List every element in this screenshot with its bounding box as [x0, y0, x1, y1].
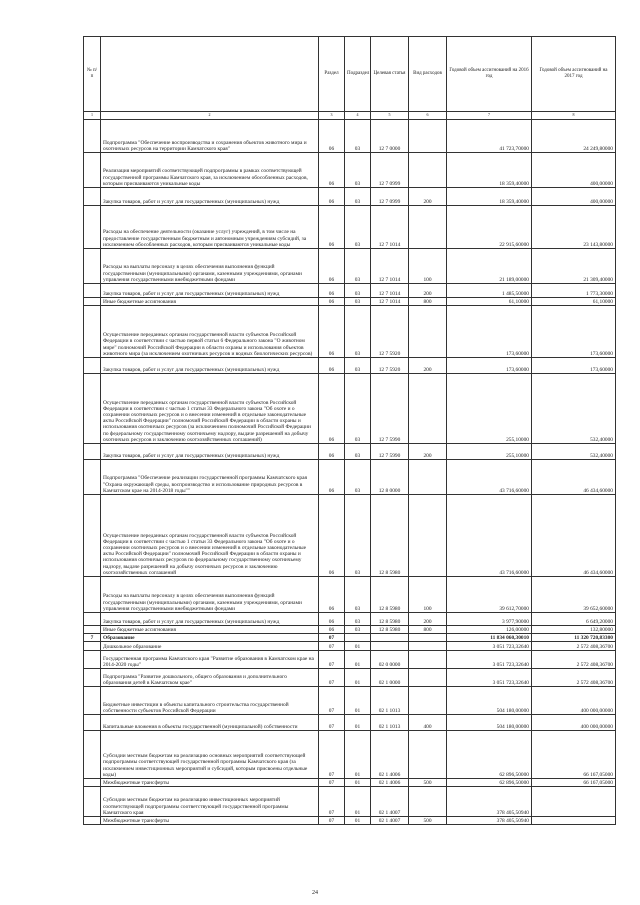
row-razdel: 07: [319, 817, 345, 825]
row-amount-2017: 173,60000: [532, 306, 616, 358]
row-name: Иные бюджетные ассигнования: [101, 298, 319, 306]
row-num: [84, 188, 101, 206]
row-amount-2017: 46 434,60000: [532, 460, 616, 495]
row-num: [84, 460, 101, 495]
row-razdel: 06: [319, 188, 345, 206]
row-name: Закупка товаров, работ и услуг для государственных (муниципальных) нужд: [101, 188, 319, 206]
row-podrazdel: 03: [345, 249, 371, 284]
row-expense-type: 100: [409, 577, 447, 613]
row-name: Расходы на выплаты персоналу в целях обеспечения выполнения функций государственными (муниципальными) органами, казенными учреждениями, органами управления государственными внебюджетными фондами: [101, 577, 319, 613]
row-razdel: 06: [319, 358, 345, 374]
table-row: [84, 651, 616, 669]
row-podrazdel: 01: [345, 642, 371, 651]
row-amount-2016: 255,10000: [447, 444, 532, 460]
row-target-article: 12 7 0999: [371, 188, 409, 206]
row-amount-2016: 504 180,00000: [447, 687, 532, 715]
table-row: [84, 634, 616, 642]
row-name: Капитальные вложения в объекты государственной (муниципальной) собственности: [101, 715, 319, 731]
row-razdel: 06: [319, 153, 345, 188]
row-razdel: 06: [319, 613, 345, 626]
table-row: [84, 374, 616, 444]
row-amount-2016: 3 051 723,32640: [447, 651, 532, 669]
row-amount-2017: 400,00000: [532, 188, 616, 206]
row-target-article: 12 7 5990: [371, 444, 409, 460]
row-num: [84, 642, 101, 651]
row-target-article: 02 1 1013: [371, 687, 409, 715]
row-razdel: 07: [319, 731, 345, 779]
row-num: [84, 626, 101, 634]
header-vid: Вид расходов: [409, 37, 447, 112]
row-razdel: 07: [319, 787, 345, 817]
row-amount-2017: 2 572 408,36700: [532, 642, 616, 651]
row-podrazdel: [345, 634, 371, 642]
row-podrazdel: 03: [345, 626, 371, 634]
row-target-article: 12 8 0000: [371, 460, 409, 495]
row-razdel: 06: [319, 626, 345, 634]
row-amount-2017: 21 309,40000: [532, 249, 616, 284]
table-row: [84, 460, 616, 495]
row-amount-2017: 46 434,60000: [532, 495, 616, 577]
row-expense-type: [409, 731, 447, 779]
row-razdel: 06: [319, 444, 345, 460]
row-razdel: 06: [319, 206, 345, 249]
row-amount-2016: 378 405,50940: [447, 817, 532, 825]
col-number: 8: [532, 112, 616, 120]
col-number: 2: [101, 112, 319, 120]
row-expense-type: 800: [409, 298, 447, 306]
row-target-article: 02 1 0000: [371, 669, 409, 687]
row-razdel: 06: [319, 306, 345, 358]
table-row: [84, 444, 616, 460]
row-amount-2016: 126,00000: [447, 626, 532, 634]
row-amount-2017: 532,40000: [532, 444, 616, 460]
row-razdel: 06: [319, 284, 345, 298]
col-number: 3: [319, 112, 345, 120]
row-name: Субсидии местным бюджетам на реализацию инвестиционных мероприятий соответствующей подпрограммы соответствующей государственной программы Камчатского края: [101, 787, 319, 817]
row-amount-2016: 3 977,90000: [447, 613, 532, 626]
row-amount-2016: 18 359,40000: [447, 153, 532, 188]
row-expense-type: [409, 642, 447, 651]
row-podrazdel: 03: [345, 306, 371, 358]
row-num: [84, 817, 101, 825]
row-amount-2017: 1 773,30000: [532, 284, 616, 298]
table-row: [84, 787, 616, 817]
row-target-article: 12 7 0999: [371, 153, 409, 188]
row-num: [84, 358, 101, 374]
row-target-article: 02 1 4006: [371, 779, 409, 787]
row-target-article: 12 7 5920: [371, 306, 409, 358]
row-target-article: 12 8 5980: [371, 495, 409, 577]
row-num: [84, 651, 101, 669]
row-razdel: 06: [319, 374, 345, 444]
row-amount-2017: [532, 787, 616, 817]
row-num: [84, 206, 101, 249]
row-num: [84, 374, 101, 444]
row-name: Закупка товаров, работ и услуг для государственных (муниципальных) нужд: [101, 613, 319, 626]
row-name: Дошкольное образование: [101, 642, 319, 651]
page-number: 24: [312, 890, 318, 896]
table-row: [84, 188, 616, 206]
row-name: Осуществление переданных органам государственной власти субъектов Российской Федерации в соответствии с частью 1 статьи 33 Федерального закона "Об охоте и о сохранении охотничьих ресурсов и о внесении изменений в отдельные законодательные акты Российской Федерации" полномочий Российской Федерации в области охраны и использования охотничьих ресурсов (за исключением полномочий Российской Федерации по федеральному государственному охотничьему надзору, выдаче разрешений на добычу охотничьих ресурсов и заключению охотхозяйственных соглашений): [101, 374, 319, 444]
column-number-row: [84, 112, 616, 120]
table-row: [84, 577, 616, 613]
row-razdel: 06: [319, 577, 345, 613]
row-num: [84, 687, 101, 715]
row-expense-type: [409, 669, 447, 687]
row-expense-type: 200: [409, 284, 447, 298]
row-expense-type: [409, 306, 447, 358]
row-podrazdel: 01: [345, 787, 371, 817]
row-podrazdel: 01: [345, 731, 371, 779]
table-row: [84, 687, 616, 715]
row-name: Закупка товаров, работ и услуг для государственных (муниципальных) нужд: [101, 358, 319, 374]
table-body: [84, 120, 616, 825]
row-num: [84, 731, 101, 779]
row-name: Осуществление переданных органам государственной власти субъектов Российской Федерации в соответствии с частью первой статьи 6 Федерального закона "О животном мире" полномочий Российской Федерации в области охраны и использования объектов животного мира (за исключением охотничьих ресурсов и водных биологических ресурсов): [101, 306, 319, 358]
row-name: Расходы на выплаты персоналу в целях обеспечения выполнения функций государственными (муниципальными) органами, казенными учреждениями, органами управления государственными внебюджетными фондами: [101, 249, 319, 284]
row-podrazdel: 03: [345, 358, 371, 374]
row-name: Образование: [101, 634, 319, 642]
row-target-article: 12 7 1014: [371, 206, 409, 249]
row-podrazdel: 03: [345, 613, 371, 626]
header-2017: Годовой объем ассигнований на 2017 год: [532, 37, 616, 112]
row-amount-2017: 400 000,00000: [532, 715, 616, 731]
row-podrazdel: 03: [345, 120, 371, 153]
row-razdel: 07: [319, 669, 345, 687]
row-name: Субсидии местным бюджетам на реализацию основных мероприятий соответствующей подпрограммы соответствующей государственной программы Камчатского края (за исключением инвестиционных мероприятий и субсидий, которым присвоены отдельные коды): [101, 731, 319, 779]
row-podrazdel: 03: [345, 460, 371, 495]
row-podrazdel: 03: [345, 444, 371, 460]
row-podrazdel: 03: [345, 577, 371, 613]
row-name: Государственная программа Камчатского края "Развитие образования в Камчатском крае на 2014-2020 годы": [101, 651, 319, 669]
table-row: [84, 731, 616, 779]
row-razdel: 06: [319, 120, 345, 153]
header-celevaya: Целевая статья: [371, 37, 409, 112]
row-expense-type: [409, 374, 447, 444]
row-expense-type: 500: [409, 817, 447, 825]
row-expense-type: [409, 460, 447, 495]
table-row: [84, 249, 616, 284]
row-podrazdel: 03: [345, 298, 371, 306]
header-num: № п/п: [84, 37, 101, 112]
row-podrazdel: 03: [345, 153, 371, 188]
row-amount-2017: 39 652,60000: [532, 577, 616, 613]
row-expense-type: [409, 634, 447, 642]
row-name: Межбюджетные трансферты: [101, 779, 319, 787]
row-name: Подпрограмма "Обеспечение реализации государственной программы Камчатского края "Охрана окружающей среды, воспроизводство и использование природных ресурсов в Камчатском крае на 2014-2018 годы"": [101, 460, 319, 495]
row-razdel: 06: [319, 298, 345, 306]
row-amount-2016: 1 485,50000: [447, 284, 532, 298]
row-amount-2016: 378 405,50940: [447, 787, 532, 817]
row-expense-type: 200: [409, 444, 447, 460]
row-amount-2017: 24 249,80000: [532, 120, 616, 153]
table-row: [84, 626, 616, 634]
table-row: [84, 306, 616, 358]
row-num: [84, 306, 101, 358]
row-amount-2017: 61,10000: [532, 298, 616, 306]
row-expense-type: 200: [409, 613, 447, 626]
row-name: Расходы на обеспечение деятельности (оказание услуг) учреждений, в том числе на предоставление государственным бюджетным и автономным учреждениям субсидий, за исключением обособленных расходов, которым присваиваются уникальные коды: [101, 206, 319, 249]
row-amount-2017: 2 572 408,36700: [532, 651, 616, 669]
row-podrazdel: 03: [345, 374, 371, 444]
row-name: Бюджетные инвестиции в объекты капитального строительства государственной собственности субъектов Российской Федерации: [101, 687, 319, 715]
row-num: [84, 715, 101, 731]
row-num: [84, 444, 101, 460]
row-expense-type: 800: [409, 626, 447, 634]
row-razdel: 07: [319, 642, 345, 651]
row-expense-type: [409, 651, 447, 669]
header-name: [101, 37, 319, 112]
row-amount-2017: 6 649,20000: [532, 613, 616, 626]
row-amount-2016: 3 051 723,32640: [447, 642, 532, 651]
row-expense-type: 200: [409, 188, 447, 206]
row-podrazdel: 01: [345, 687, 371, 715]
row-razdel: 07: [319, 634, 345, 642]
row-target-article: 12 7 5990: [371, 374, 409, 444]
row-amount-2017: 132,80000: [532, 626, 616, 634]
row-target-article: 12 8 5980: [371, 613, 409, 626]
row-name: Иные бюджетные ассигнования: [101, 626, 319, 634]
row-podrazdel: 03: [345, 188, 371, 206]
row-podrazdel: 01: [345, 817, 371, 825]
row-target-article: 02 0 0000: [371, 651, 409, 669]
row-amount-2017: 23 143,80000: [532, 206, 616, 249]
header-razdel: Раздел: [319, 37, 345, 112]
table-row: [84, 358, 616, 374]
row-num: [84, 495, 101, 577]
row-amount-2017: 173,60000: [532, 358, 616, 374]
row-name: Подпрограмма "Развитие дошкольного, общего образования и дополнительного образования детей в Камчатском крае": [101, 669, 319, 687]
row-num: [84, 787, 101, 817]
row-razdel: 07: [319, 779, 345, 787]
header-podrazdel: Подраздел: [345, 37, 371, 112]
row-razdel: 07: [319, 651, 345, 669]
row-target-article: [371, 642, 409, 651]
row-name: Подпрограмма "Обеспечение воспроизводства и сохранения объектов животного мира и охотничьих ресурсов на территории Камчатского края": [101, 120, 319, 153]
row-target-article: 12 7 1014: [371, 298, 409, 306]
table-row: [84, 120, 616, 153]
row-amount-2017: 11 320 720,83300: [532, 634, 616, 642]
row-num: [84, 120, 101, 153]
row-expense-type: [409, 787, 447, 817]
table-row: [84, 642, 616, 651]
row-razdel: 06: [319, 495, 345, 577]
table-row: [84, 779, 616, 787]
row-expense-type: [409, 495, 447, 577]
row-expense-type: 200: [409, 358, 447, 374]
row-target-article: 12 8 5980: [371, 626, 409, 634]
budget-table: [83, 36, 616, 825]
table-row: [84, 715, 616, 731]
row-name: Закупка товаров, работ и услуг для государственных (муниципальных) нужд: [101, 444, 319, 460]
row-num: [84, 153, 101, 188]
col-number: 4: [345, 112, 371, 120]
row-razdel: 06: [319, 460, 345, 495]
row-amount-2016: 173,60000: [447, 358, 532, 374]
row-expense-type: [409, 206, 447, 249]
col-number: 7: [447, 112, 532, 120]
row-podrazdel: 01: [345, 779, 371, 787]
row-target-article: [371, 634, 409, 642]
row-amount-2016: 61,10000: [447, 298, 532, 306]
row-expense-type: [409, 153, 447, 188]
row-expense-type: 500: [409, 779, 447, 787]
row-target-article: 02 1 4007: [371, 787, 409, 817]
row-target-article: 12 7 1014: [371, 284, 409, 298]
row-amount-2016: 39 612,70000: [447, 577, 532, 613]
row-amount-2017: 532,40000: [532, 374, 616, 444]
header-2016: Годовой объем ассигнований на 2016 год: [447, 37, 532, 112]
row-name: Закупка товаров, работ и услуг для государственных (муниципальных) нужд: [101, 284, 319, 298]
row-amount-2017: 66 167,05000: [532, 731, 616, 779]
col-number: 5: [371, 112, 409, 120]
row-num: [84, 284, 101, 298]
row-num: 7: [84, 634, 101, 642]
row-razdel: 07: [319, 715, 345, 731]
col-number: 1: [84, 112, 101, 120]
row-amount-2016: 504 180,00000: [447, 715, 532, 731]
row-podrazdel: 03: [345, 495, 371, 577]
row-amount-2016: 18 359,40000: [447, 188, 532, 206]
row-expense-type: [409, 687, 447, 715]
row-target-article: 12 7 5920: [371, 358, 409, 374]
row-target-article: 12 7 0000: [371, 120, 409, 153]
header-row: [84, 37, 616, 112]
table-row: [84, 298, 616, 306]
table-row: [84, 613, 616, 626]
row-amount-2016: 62 896,50000: [447, 779, 532, 787]
table-row: [84, 817, 616, 825]
table-row: [84, 153, 616, 188]
row-amount-2016: 21 189,00000: [447, 249, 532, 284]
row-amount-2016: 11 834 060,30010: [447, 634, 532, 642]
row-name: Межбюджетные трансферты: [101, 817, 319, 825]
row-razdel: 06: [319, 249, 345, 284]
row-amount-2016: 22 915,60000: [447, 206, 532, 249]
row-podrazdel: 01: [345, 669, 371, 687]
row-amount-2016: 255,10000: [447, 374, 532, 444]
row-num: [84, 613, 101, 626]
row-podrazdel: 01: [345, 651, 371, 669]
row-target-article: 02 1 4007: [371, 817, 409, 825]
row-podrazdel: 03: [345, 284, 371, 298]
row-amount-2016: 43 716,60000: [447, 495, 532, 577]
row-num: [84, 249, 101, 284]
row-razdel: 07: [319, 687, 345, 715]
row-num: [84, 669, 101, 687]
row-num: [84, 779, 101, 787]
row-amount-2016: 173,60000: [447, 306, 532, 358]
row-name: Реализация мероприятий соответствующей подпрограммы в рамках соответствующей государственной программы Камчатского края, за исключением обособленных расходов, которым присваиваются уникальные коды: [101, 153, 319, 188]
row-target-article: 02 1 1013: [371, 715, 409, 731]
col-number: 6: [409, 112, 447, 120]
row-name: Осуществление переданных органам государственной власти субъектов Российской Федерации в соответствии с частью 1 статьи 33 Федерального закона "Об охоте и о сохранении охотничьих ресурсов и о внесении изменений в отдельные законодательные акты Российской Федерации" полномочий Российской Федерации в области охраны и использования охотничьих ресурсов по федеральному государственному охотничьему надзору, выдаче разрешений на добычу охотничьих ресурсов и заключению охотхозяйственных соглашений: [101, 495, 319, 577]
row-expense-type: 400: [409, 715, 447, 731]
table-row: [84, 669, 616, 687]
row-expense-type: [409, 120, 447, 153]
row-amount-2017: 400,00000: [532, 153, 616, 188]
row-podrazdel: 01: [345, 715, 371, 731]
row-amount-2017: 66 167,05000: [532, 779, 616, 787]
row-amount-2016: 43 716,60000: [447, 460, 532, 495]
row-num: [84, 577, 101, 613]
table-row: [84, 495, 616, 577]
row-amount-2016: 3 051 723,32640: [447, 669, 532, 687]
row-num: [84, 298, 101, 306]
row-amount-2016: 41 723,70000: [447, 120, 532, 153]
row-expense-type: 100: [409, 249, 447, 284]
table-row: [84, 284, 616, 298]
row-amount-2017: 400 000,00000: [532, 687, 616, 715]
row-amount-2017: [532, 817, 616, 825]
row-target-article: 12 7 1014: [371, 249, 409, 284]
table-row: [84, 206, 616, 249]
row-target-article: 12 8 5980: [371, 577, 409, 613]
row-target-article: 02 1 4006: [371, 731, 409, 779]
row-amount-2016: 62 896,50000: [447, 731, 532, 779]
row-podrazdel: 03: [345, 206, 371, 249]
row-amount-2017: 2 572 408,36700: [532, 669, 616, 687]
